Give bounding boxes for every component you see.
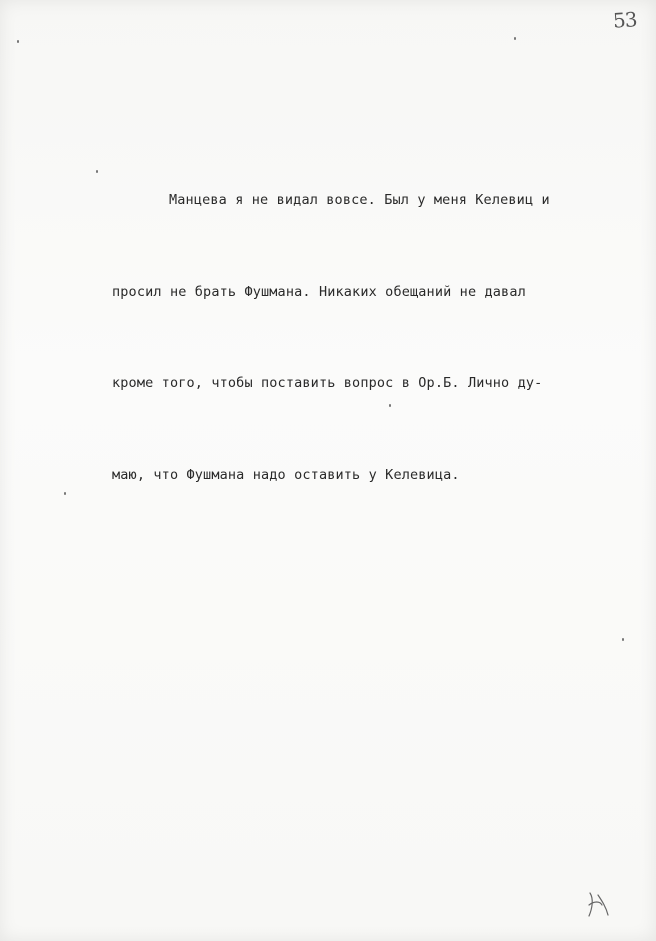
scan-speck xyxy=(514,37,516,40)
typed-paragraph xyxy=(112,124,612,551)
scan-speck xyxy=(64,492,66,495)
text-line: Манцева я не видал вовсе. Был у меня Келевиц и xyxy=(169,192,550,208)
handwritten-mark-icon xyxy=(584,889,612,919)
scan-speck xyxy=(389,404,391,407)
scan-speck xyxy=(96,170,98,173)
text-line: кроме того, чтобы поставить вопрос в Ор.Б. Лично ду- xyxy=(112,375,543,391)
scan-speck xyxy=(17,40,19,43)
scan-speck xyxy=(622,638,624,641)
text-line: маю, что Фушмана надо оставить у Келевица. xyxy=(112,466,460,483)
text-line: просил не брать Фушмана. Никаких обещаний не давал xyxy=(112,283,526,300)
page-number: 53 xyxy=(611,7,637,33)
